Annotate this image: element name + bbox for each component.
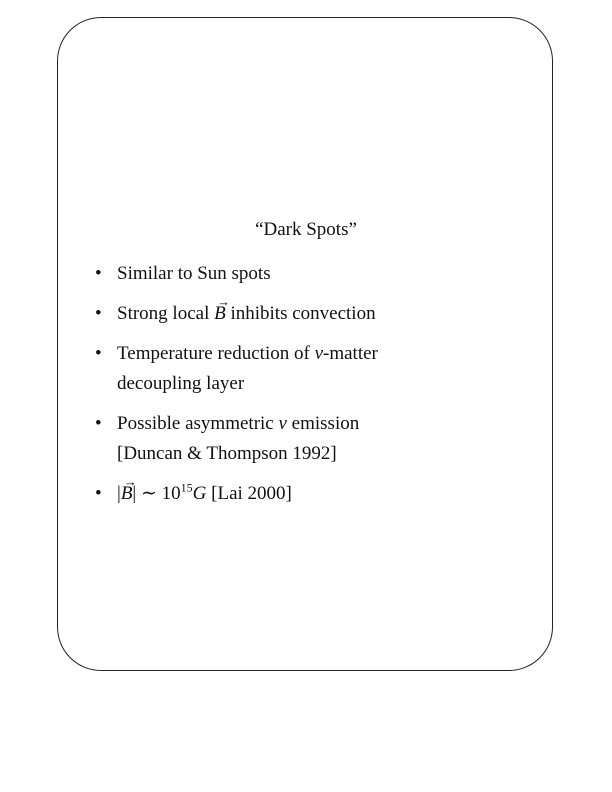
item-text: Similar to Sun spots <box>117 263 271 284</box>
reference: [Lai 2000] <box>206 483 292 504</box>
item-text-line2: [Duncan & Thompson 1992] <box>117 443 337 464</box>
item-text-before: Strong local <box>117 303 215 324</box>
bullet-icon: • <box>95 413 102 434</box>
item-text-after: inhibits convection <box>225 303 376 324</box>
vector-arrow-icon: → <box>123 474 137 489</box>
vector-arrow-icon: → <box>217 294 231 309</box>
vector-symbol: B <box>120 483 133 504</box>
list-item <box>95 339 525 399</box>
slide-title: “Dark Spots” <box>255 219 357 240</box>
vector-b <box>120 474 137 509</box>
bullet-list <box>95 259 525 519</box>
list-item <box>95 474 525 509</box>
item-text-line2: decoupling layer <box>117 373 245 394</box>
bullet-icon: • <box>95 263 102 284</box>
power-exponent: 15 <box>180 480 193 495</box>
item-text-after: emission <box>286 413 360 434</box>
vector-b <box>214 294 231 329</box>
power-base: 10 <box>161 483 181 504</box>
sim-symbol: ∼ <box>136 483 162 504</box>
item-text-before: Possible asymmetric <box>117 413 279 434</box>
list-item <box>95 294 525 329</box>
bullet-icon: • <box>95 303 102 324</box>
item-text-before: Temperature reduction of <box>117 343 315 364</box>
list-item <box>95 409 525 469</box>
unit-symbol: G <box>192 483 207 504</box>
vector-symbol: B <box>214 303 226 324</box>
greek-nu: ν <box>314 343 323 364</box>
item-text-after: -matter <box>323 343 378 364</box>
abs-open: | <box>117 483 121 504</box>
slide-frame <box>57 17 553 671</box>
list-item <box>95 259 525 289</box>
bullet-icon: • <box>95 483 102 504</box>
bullet-icon: • <box>95 343 102 364</box>
greek-nu: ν <box>278 413 287 434</box>
abs-close: | <box>132 483 137 504</box>
